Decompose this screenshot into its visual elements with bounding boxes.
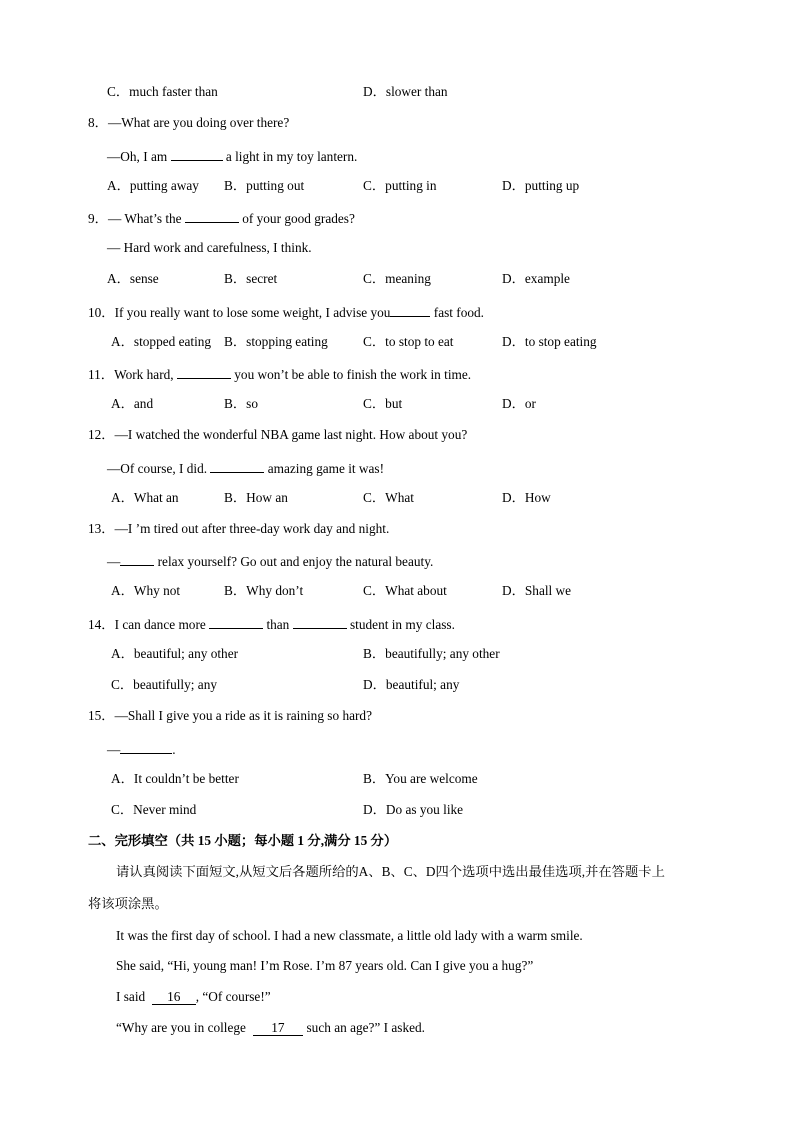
q12-line2: —Of course, I did. amazing game it was! [107,461,385,476]
q10-option-a: A．stopped eating [111,334,212,349]
q7-option-c: C．much faster than [107,84,218,99]
q15-option-d: D．Do as you like [363,802,464,817]
q8-number: 8． [88,115,108,130]
instructions-line2: 将该项涂黑。 [88,896,168,911]
q9-option-a: A．sense [107,271,159,286]
q13-option-b: B．Why don’t [224,583,304,598]
q10-option-b: B．stopping eating [224,334,328,349]
q15-option-b: B．You are welcome [363,771,478,786]
passage-paragraph: “Why are you in college 17 such an age?” I asked. [116,1020,426,1035]
passage-paragraph: She said, “Hi, young man! I’m Rose. I’m 87 years old. Can I give you a hug?” [116,958,534,973]
q14-option-a: A．beautiful; any other [111,646,239,661]
q15-stem: 15．—Shall I give you a ride as it is raining so hard? [88,708,372,723]
q8-line1: —What are you doing over there? [107,115,290,130]
q8-option-d: D．putting up [502,178,580,193]
instructions-line1: 请认真阅读下面短文,从短文后各题所给的A、B、C、D四个选项中选出最佳选项,并在答题卡上 [116,864,665,879]
q10-option-c: C．to stop to eat [363,334,454,349]
q14-option-d: D．beautiful; any [363,677,460,692]
q12-stem: 12．—I watched the wonderful NBA game last night. How about you? [88,427,468,442]
q11-stem: 11．Work hard, you won’t be able to finish the work in time. [88,367,472,382]
section-heading: 二、完形填空（共 15 小题；每小题 1 分,满分 15 分） [88,833,398,848]
q9-option-b: B．secret [224,271,278,286]
q13-stem: 13．—I ’m tired out after three-day work day and night. [88,521,390,536]
q14-number: 14． [88,617,115,632]
q11-option-a: A．and [111,396,154,411]
q10-option-d: D．to stop eating [502,334,597,349]
q12-option-c: C．What [363,490,414,505]
answer-blank [120,552,154,566]
q8-option-c: C．putting in [363,178,437,193]
q13-number: 13． [88,521,115,536]
q12-option-b: B．How an [224,490,288,505]
q13-option-a: A．Why not [111,583,181,598]
q15-number: 15． [88,708,115,723]
q9-option-c: C．meaning [363,271,431,286]
cloze-blank-16: 16 [152,989,196,1005]
answer-blank [209,615,263,629]
q10-number: 10． [88,305,115,320]
q9-option-d: D．example [502,271,570,286]
q8-option-b: B．putting out [224,178,305,193]
q15-line2: — . [107,742,176,757]
q9-stem: 9．— What’s the of your good grades? [88,211,355,226]
answer-blank [171,147,223,161]
answer-blank [185,209,239,223]
q10-stem: 10．If you really want to lose some weight, I advise you fast food. [88,305,485,320]
q13-option-d: D．Shall we [502,583,572,598]
q13-line2: — relax yourself? Go out and enjoy the natural beauty. [107,554,434,569]
q9-line2: — Hard work and carefulness, I think. [107,240,312,255]
cloze-blank-17: 17 [253,1020,304,1036]
q15-option-a: A．It couldn’t be better [111,771,239,786]
q8-option-a: A．putting away [107,178,199,193]
q8-line2: —Oh, I am a light in my toy lantern. [107,149,358,164]
q11-option-b: B．so [224,396,258,411]
answer-blank [293,615,347,629]
q12-number: 12． [88,427,115,442]
passage-paragraph: I said 16 , “Of course!” [116,989,271,1004]
q11-number: 11． [88,367,115,382]
answer-blank [120,740,172,754]
q14-option-b: B．beautifully; any other [363,646,500,661]
q15-option-c: C．Never mind [111,802,197,817]
q12-option-a: A．What an [111,490,179,505]
q7-option-d: D．slower than [363,84,448,99]
passage-paragraph: It was the first day of school. I had a new classmate, a little old lady with a warm smile. [116,928,583,943]
q14-option-c: C．beautifully; any [111,677,217,692]
q8-stem [88,115,289,131]
q9-number: 9． [88,211,108,226]
q12-option-d: D．How [502,490,551,505]
q11-option-d: D．or [502,396,536,411]
answer-blank [210,459,264,473]
answer-blank [177,365,231,379]
answer-blank [390,303,430,317]
q14-stem: 14．I can dance more than student in my class. [88,617,455,632]
q11-option-c: C．but [363,396,403,411]
q13-option-c: C．What about [363,583,447,598]
